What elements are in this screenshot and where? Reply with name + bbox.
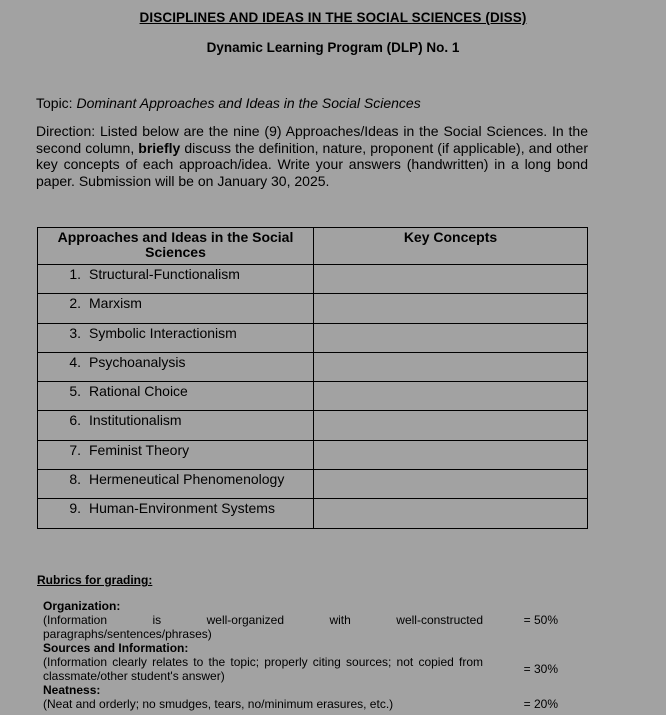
rubric-description: (Information is well-organized with well-constructed paragraphs/sentences/phrases) <box>43 613 483 641</box>
row-number: 6. <box>69 412 81 429</box>
approach-cell <box>38 440 314 469</box>
row-number: 2. <box>69 295 81 312</box>
table-row <box>38 411 588 440</box>
approach-cell <box>38 382 314 411</box>
approach-label: Psychoanalysis <box>89 353 186 370</box>
rubrics-list <box>43 599 573 711</box>
table-row <box>38 382 588 411</box>
row-number: 8. <box>69 471 81 488</box>
key-concepts-cell <box>314 265 588 294</box>
row-number: 3. <box>69 324 81 341</box>
table-row <box>38 352 588 381</box>
row-number: 4. <box>69 353 81 370</box>
key-concepts-cell <box>314 382 588 411</box>
approach-label: Rational Choice <box>89 383 188 400</box>
table-row <box>38 323 588 352</box>
table-row <box>38 294 588 323</box>
row-number: 5. <box>69 383 81 400</box>
page-subtitle: Dynamic Learning Program (DLP) No. 1 <box>206 40 460 55</box>
approach-cell <box>38 265 314 294</box>
row-number: 9. <box>69 500 81 517</box>
column-header-key-concepts: Key Concepts <box>314 228 588 265</box>
approach-label: Feminist Theory <box>89 441 190 458</box>
rubrics-heading: Rubrics for grading: <box>37 573 153 587</box>
approach-label: Symbolic Interactionism <box>89 324 237 341</box>
rubric-row <box>43 655 573 683</box>
approach-cell <box>38 323 314 352</box>
approach-cell <box>38 470 314 499</box>
table-row <box>38 470 588 499</box>
rubric-title: Organization: <box>43 599 121 613</box>
approach-label: Marxism <box>89 295 142 312</box>
table-row <box>38 265 588 294</box>
rubric-title: Neatness: <box>43 683 101 697</box>
page-title: DISCIPLINES AND IDEAS IN THE SOCIAL SCIENCES (DISS) <box>139 10 527 25</box>
approach-label: Hermeneutical Phenomenology <box>89 471 285 488</box>
direction-bold-word: briefly <box>138 139 181 156</box>
direction-text-1: Listed below are the nine (9) Approaches/Ideas in the Social Sciences. In the second column, <box>36 123 588 156</box>
key-concepts-cell <box>314 499 588 528</box>
table-row <box>38 440 588 469</box>
approach-cell <box>38 294 314 323</box>
key-concepts-cell <box>314 440 588 469</box>
topic-line <box>36 95 421 111</box>
row-number: 1. <box>69 266 81 282</box>
table-header-row <box>38 228 588 265</box>
key-concepts-cell <box>314 352 588 381</box>
rubric-weight: = 20% <box>523 697 558 711</box>
key-concepts-cell <box>314 323 588 352</box>
approach-cell <box>38 411 314 440</box>
approach-label: Institutionalism <box>89 412 182 429</box>
direction-label: Direction: <box>36 123 96 139</box>
table-row <box>38 499 588 528</box>
rubric-description: (Information clearly relates to the topic; properly citing sources; not copied from classmate/other student's answer) <box>43 655 483 683</box>
topic-value: Dominant Approaches and Ideas in the Social Sciences <box>76 95 421 111</box>
approaches-table <box>37 227 588 529</box>
rubric-row <box>43 613 573 641</box>
rubric-row <box>43 697 573 711</box>
key-concepts-cell <box>314 470 588 499</box>
key-concepts-cell <box>314 294 588 323</box>
rubric-weight: = 30% <box>523 662 558 676</box>
rubric-title: Sources and Information: <box>43 641 189 655</box>
key-concepts-cell <box>314 411 588 440</box>
topic-label: Topic: <box>36 95 73 111</box>
column-header-approaches: Approaches and Ideas in the Social Sciences <box>38 228 314 265</box>
approach-label: Human-Environment Systems <box>89 500 275 517</box>
approach-cell <box>38 352 314 381</box>
approach-label: Structural-Functionalism <box>89 266 240 282</box>
approach-cell <box>38 499 314 528</box>
rubric-description: (Neat and orderly; no smudges, tears, no/minimum erasures, etc.) <box>43 697 394 711</box>
rubric-weight: = 50% <box>523 613 558 627</box>
direction-text-2: discuss the definition, nature, proponent (if applicable), and other key concepts of each approach/idea. Write your answers (handwritten) in a long bond paper. Submission will be on January 30, 2025. <box>36 139 588 189</box>
row-number: 7. <box>69 441 81 458</box>
direction-paragraph <box>36 123 588 189</box>
